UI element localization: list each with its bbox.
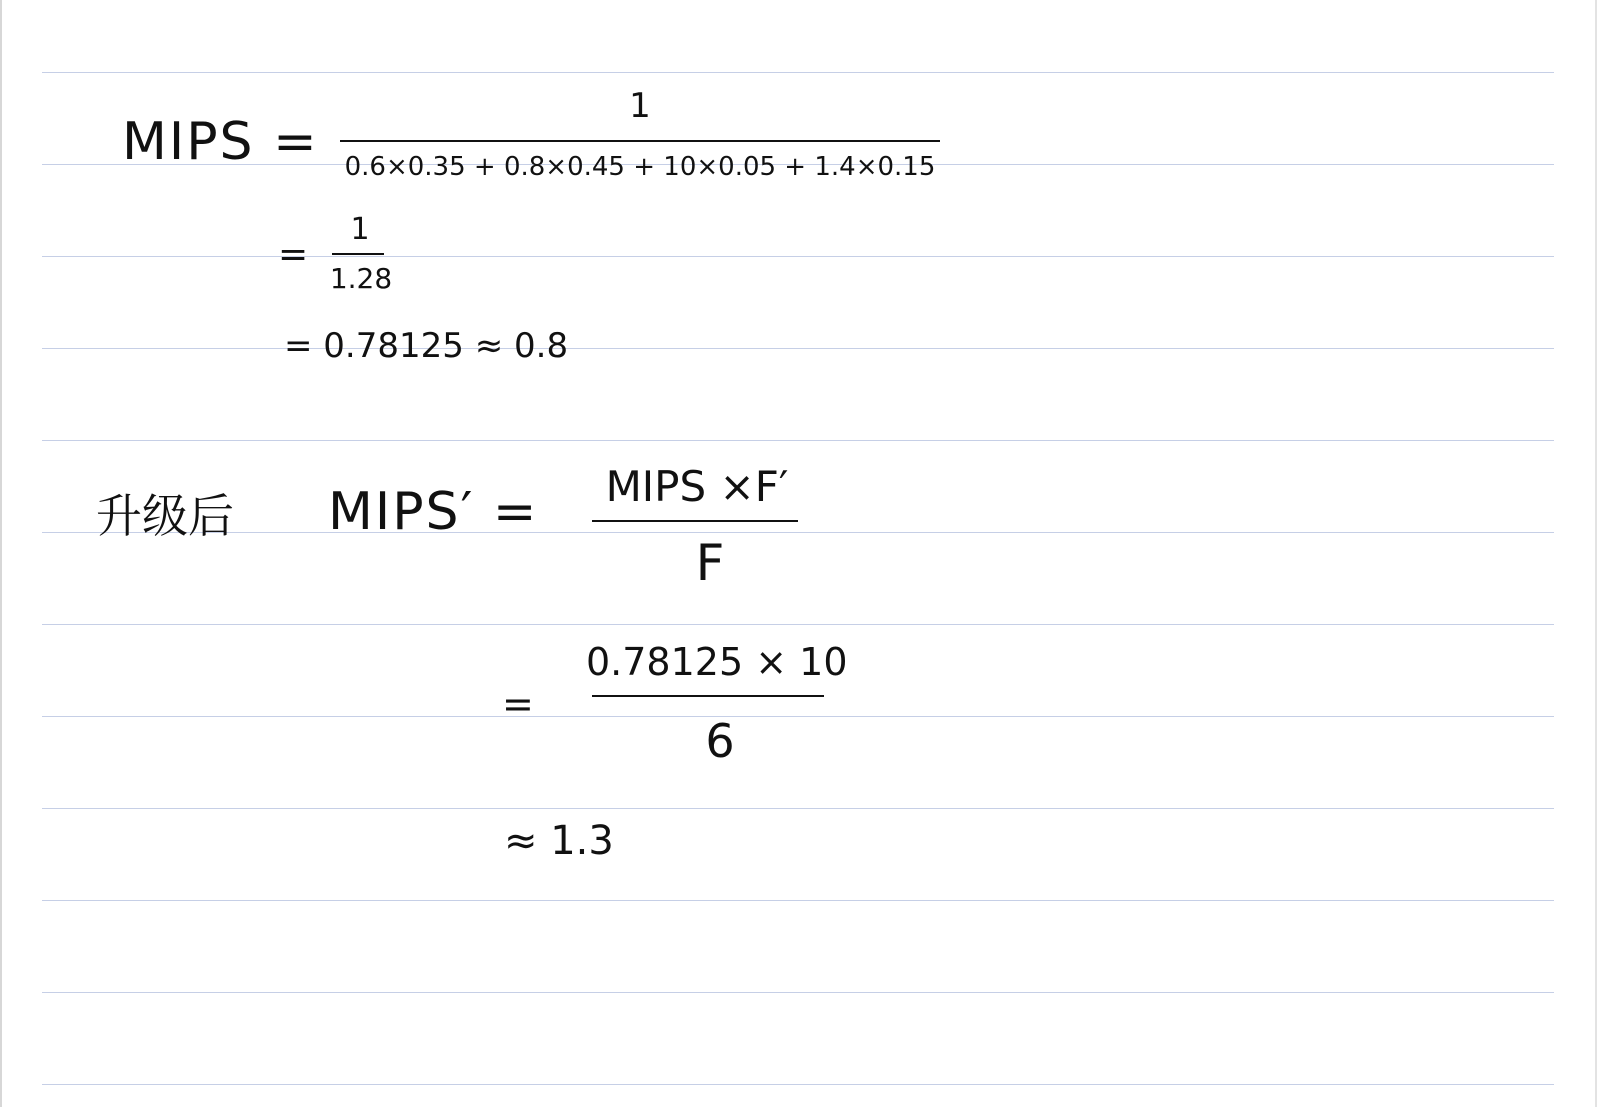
- step2-equals: =: [278, 234, 309, 275]
- ruled-line: [42, 1084, 1554, 1085]
- mips-prime-numerator: MIPS ×F′: [605, 462, 789, 511]
- mips-numerator: 1: [629, 86, 651, 126]
- mips-denominator: 0.6×0.35 + 0.8×0.45 + 10×0.05 + 1.4×0.15: [344, 152, 936, 182]
- ruled-line: [42, 992, 1554, 993]
- mips-prime-lhs: MIPS′ =: [328, 482, 539, 542]
- step2b-fraction-bar: [592, 695, 824, 697]
- step3-result: = 0.78125 ≈ 0.8: [284, 326, 569, 366]
- ruled-line: [42, 72, 1554, 73]
- upgrade-label: 升级后: [96, 489, 234, 543]
- mips-prime-denominator: F: [695, 534, 725, 592]
- step2-fraction-bar: [332, 253, 384, 255]
- step2b-equals: =: [502, 682, 534, 726]
- ruled-line: [42, 532, 1554, 533]
- step3b-result: ≈ 1.3: [504, 818, 614, 864]
- ruled-line: [42, 624, 1554, 625]
- ruled-line: [42, 900, 1554, 901]
- mips-prime-fraction-bar: [592, 520, 798, 522]
- ruled-line: [42, 348, 1554, 349]
- ruled-line: [42, 256, 1554, 257]
- step2-denominator: 1.28: [329, 262, 393, 295]
- step2-numerator: 1: [350, 212, 370, 247]
- step2b-numerator: 0.78125 × 10: [586, 640, 848, 684]
- mips-fraction-bar: [340, 140, 940, 142]
- ruled-line: [42, 716, 1554, 717]
- mips-lhs: MIPS =: [122, 112, 319, 172]
- ruled-line: [42, 440, 1554, 441]
- ruled-line: [42, 808, 1554, 809]
- step2b-denominator: 6: [705, 714, 735, 768]
